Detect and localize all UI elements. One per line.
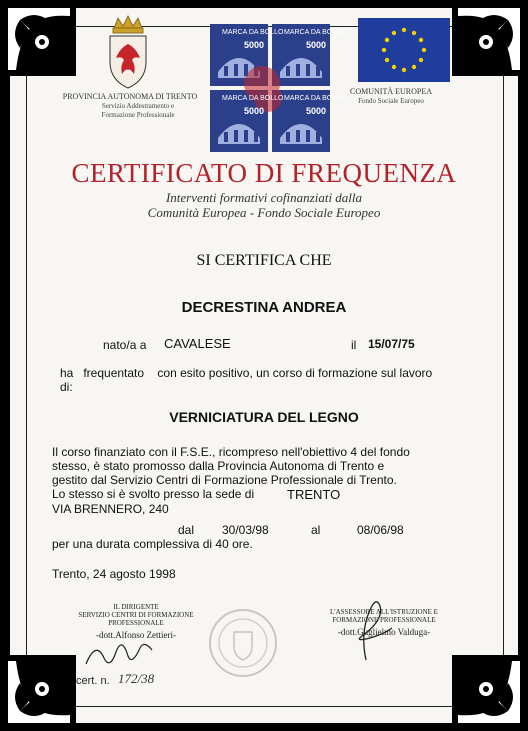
place-date: Trento, 24 agosto 1998 [52,567,176,581]
paragraph-line: Lo stesso si è svolto presso la sede di [52,487,255,501]
course-paragraph [52,445,472,501]
stamp-top-text: MARCA DA BOLLO [284,95,346,102]
eu-fund: Fondo Sociale Europeo [358,97,424,105]
cert-number-label: cert. n. [76,675,110,687]
stamp-value: 5000 [306,106,327,116]
signatory-name: -dott.Alfonso Zettieri- [96,630,176,640]
province-office-line: Formazione Professionale [101,111,175,119]
signatory-title: FORMAZIONE PROFESSIONALE [332,616,436,624]
stamp-top-text: MARCA DA BOLLO [284,29,346,36]
signatory-name: -dott.Guglielmo Valduga- [337,627,431,637]
trento-crest-icon [104,14,152,90]
attendance-line: di: [60,380,73,394]
course-address: VIA BRENNERO, 240 [52,502,169,516]
province-office-line: Servizio Addestramento e [101,102,175,110]
attendance-line: ha frequentato con esito positivo, un corso di formazione sul lavoro [60,366,433,380]
eu-flag-icon [358,18,450,82]
certificate-subtitle [80,190,448,220]
signatory-title: PROFESSIONALE [108,619,164,627]
province-name: PROVINCIA AUTONOMA DI TRENTO [62,92,198,101]
ornament-corner-icon [2,2,76,76]
paragraph-line: Il corso finanziato con il F.S.E., ricompreso nell'obiettivo 4 del fondo [52,445,410,459]
stamp-top-text: MARCA DA BOLLO [222,95,284,102]
cert-number-value: 172/38 [118,671,155,686]
course-name: VERNICIATURA DEL LEGNO [169,409,359,425]
province-office [78,102,198,120]
paragraph-line: gestito dal Servizio Centri di Formazione Professionale di Trento. [52,473,397,487]
signatory-title: L'ASSESSORE ALL'ISTRUZIONE E [330,608,438,616]
subtitle-line: Interventi formativi cofinanziati dalla [165,190,363,205]
stamp-value: 5000 [306,40,327,50]
to-label: al [311,523,321,537]
eu-name: COMUNITÀ EUROPEA [350,87,432,96]
born-label: nato/a a [103,338,147,352]
handwritten-signature-icon [82,630,162,674]
from-date: 30/03/98 [222,523,269,537]
subtitle-line: Comunità Europea - Fondo Sociale Europeo [147,205,381,220]
revenue-stamp-block-icon [208,22,346,154]
revenue-stamps [208,22,346,154]
duration: per una durata complessiva di 40 ore. [52,537,253,551]
ornament-corner-icon [2,655,76,729]
handwritten-signature-icon [340,592,400,664]
certificate-title: CERTIFICATO DI FREQUENZA [71,158,457,188]
embossed-seal-icon [206,606,280,680]
course-seat: TRENTO [287,487,341,502]
ornament-corner-icon [452,2,526,76]
stamp-value: 5000 [244,106,265,116]
born-date: 15/07/75 [368,337,415,351]
paragraph-line: stesso, è stato promosso dalla Provincia Autonoma di Trento e [52,459,385,473]
ornament-corner-icon [452,655,526,729]
certify-heading: SI CERTIFICA CHE [196,252,332,269]
to-date: 08/06/98 [357,523,404,537]
born-date-label: il [351,338,357,352]
stamp-top-text: MARCA DA BOLLO [222,29,284,36]
signatory-title: SERVIZIO CENTRI DI FORMAZIONE [78,611,194,619]
holder-name: DECRESTINA ANDREA [181,299,347,316]
signatory-title: IL DIRIGENTE [113,603,159,611]
from-label: dal [178,523,195,537]
born-place: CAVALESE [164,336,231,351]
stamp-value: 5000 [244,40,265,50]
